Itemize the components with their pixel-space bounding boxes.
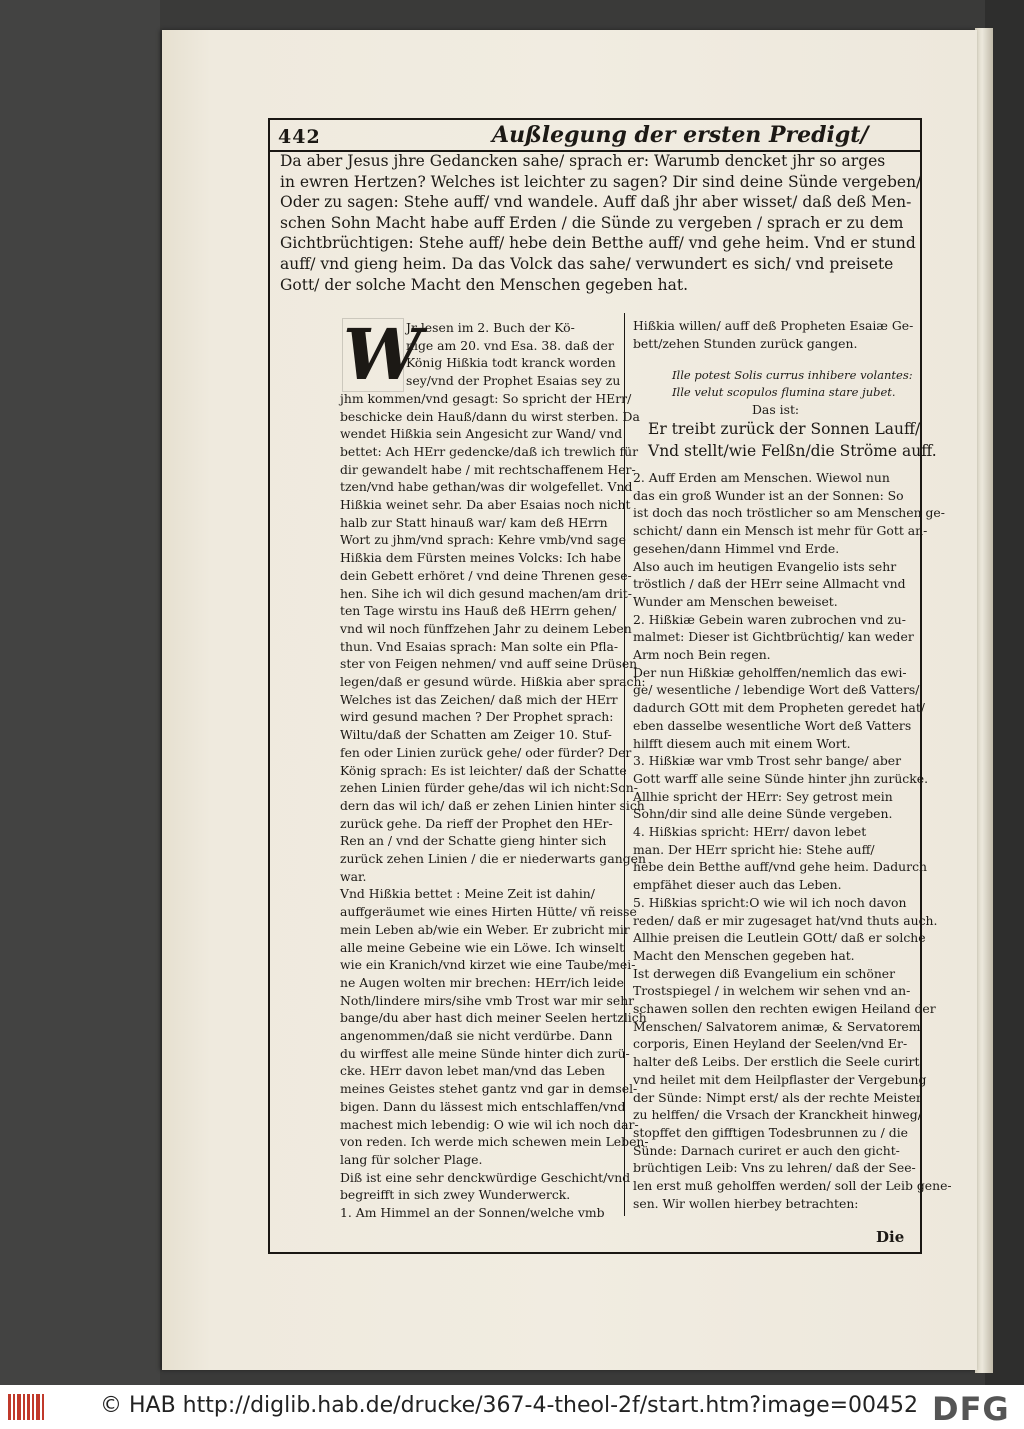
latin-verse-line: Ille potest Solis currus inhibere volantes: xyxy=(672,368,913,382)
left-column-line: bange/du aber hast dich meiner Seelen hertzlich xyxy=(340,1010,647,1026)
right-column-line: zu helffen/ die Vrsach der Kranckheit hinweg/ xyxy=(633,1107,922,1123)
right-column-line: Ist derwegen diß Evangelium ein schöner xyxy=(633,965,896,981)
source-link[interactable]: © HAB http://diglib.hab.de/drucke/367-4-theol-2f/start.htm?image=00452 xyxy=(100,1393,919,1418)
right-column-line: corporis, Einen Heyland der Seelen/vnd Er- xyxy=(633,1036,908,1052)
latin-verse-line: Ille velut scopulos flumina stare jubet. xyxy=(672,385,896,399)
right-column-line: reden/ daß er mir zugesaget hat/vnd thuts auch. xyxy=(633,912,938,928)
right-column-line: bett/zehen Stunden zurück gangen. xyxy=(633,336,858,351)
page-number: 442 xyxy=(278,126,321,148)
left-column-line: Welches ist das Zeichen/ daß mich der HErr xyxy=(340,691,618,707)
left-column-line: halb zur Statt hinauß war/ kam deß HErrn xyxy=(340,514,608,530)
intro-line: auff/ vnd gieng heim. Da das Volck das sahe/ verwundert es sich/ vnd preisete xyxy=(280,255,894,273)
left-column-line: Wiltu/daß der Schatten am Zeiger 10. Stuf- xyxy=(340,727,612,743)
left-column-line: machest mich lebendig: O wie wil ich noch dar- xyxy=(340,1116,639,1132)
intro-line: schen Sohn Macht habe auff Erden / die Sünde zu vergeben / sprach er zu dem xyxy=(280,213,904,232)
left-column-line: fen oder Linien zurück gehe/ oder fürder? Der xyxy=(340,744,632,760)
intro-line: Da aber Jesus jhre Gedancken sahe/ sprach er: Warumb dencket jhr so arges xyxy=(280,152,886,170)
right-column-line: das ein groß Wunder ist an der Sonnen: So xyxy=(633,487,904,503)
left-column-line: angenommen/daß sie nicht verdürbe. Dann xyxy=(340,1028,613,1043)
left-column-line: König sprach: Es ist leichter/ daß der Schatte xyxy=(340,762,627,778)
right-column-line: Der nun Hißkiæ geholffen/nemlich das ewi- xyxy=(633,664,907,680)
right-column-line: Trostspiegel / in welchem wir sehen vnd an- xyxy=(633,983,911,999)
right-column-line: Also auch im heutigen Evangelio ists sehr xyxy=(633,558,897,574)
right-column-line: 2. Auff Erden am Menschen. Wiewol nun xyxy=(633,470,890,485)
right-column-line: halter deß Leibs. Der erstlich die Seele curirt xyxy=(633,1054,920,1070)
left-column-line: wendet Hißkia sein Angesicht zur Wand/ vnd xyxy=(340,426,623,442)
left-column-line: 1. Am Himmel an der Sonnen/welche vmb xyxy=(340,1205,605,1220)
intro-line: in ewren Hertzen? Welches ist leichter zu sagen? Dir sind deine Sünde vergeben/ xyxy=(280,172,922,191)
left-column-line: nige am 20. vnd Esa. 38. daß der xyxy=(406,337,614,353)
left-column-line: bigen. Dann du lässest mich entschlaffen/vnd xyxy=(340,1098,626,1114)
right-column-line: 3. Hißkiæ war vmb Trost sehr bange/ aber xyxy=(633,753,902,769)
left-column-line: mein Leben ab/wie ein Weber. Er zubricht mir xyxy=(340,921,630,937)
right-column-line: ist doch das noch tröstlicher so am Menschen ge- xyxy=(633,505,945,521)
right-column-line: 4. Hißkias spricht: HErr/ davon lebet xyxy=(633,824,867,839)
left-column-line: thun. Vnd Esaias sprach: Man solte ein Pfla- xyxy=(340,638,619,654)
right-column-line: dadurch GOtt mit dem Propheten geredet hat/ xyxy=(633,700,925,716)
right-column-line: Macht den Menschen gegeben hat. xyxy=(633,947,855,963)
right-column-line: Menschen/ Salvatorem animæ, & Servatorem xyxy=(633,1018,921,1034)
right-column-line: len erst muß geholffen werden/ soll der Leib gene- xyxy=(633,1178,952,1193)
left-column-line: Hißkia dem Fürsten meines Volcks: Ich habe xyxy=(340,550,622,566)
dropcap-initial: W xyxy=(343,313,422,396)
left-column-line: bettet: Ach HErr gedencke/daß ich trewlich für xyxy=(340,443,639,459)
left-column-line: ne Augen wolten mir brechen: HErr/ich leide xyxy=(340,974,624,990)
right-column-line: Sünde: Darnach curiret er auch den gicht- xyxy=(633,1142,900,1158)
left-column-line: sey/vnd der Prophet Esaias sey zu xyxy=(406,373,621,389)
right-column-line: empfähet dieser auch das Leben. xyxy=(633,877,842,893)
right-column-line: schawen sollen den rechten ewigen Heiland der xyxy=(633,1001,936,1016)
next-page-edge xyxy=(975,28,993,1373)
left-column-line: zurück gehe. Da rieff der Prophet den HEr- xyxy=(340,815,613,831)
left-column-line: tzen/vnd habe gethan/was dir wolgefellet. Vnd xyxy=(340,479,633,495)
right-column-line: brüchtigen Leib: Vns zu lehren/ daß der See- xyxy=(633,1160,916,1176)
right-column-line: sen. Wir wollen hierbey betrachten: xyxy=(633,1195,859,1211)
right-column-line: der Sünde: Nimpt erst/ als der rechte Meister xyxy=(633,1089,922,1105)
left-column-line: Vnd Hißkia bettet : Meine Zeit ist dahin/ xyxy=(340,886,595,902)
left-column-line: dein Gebett erhöret / vnd deine Threnen gese- xyxy=(340,567,632,583)
right-column-line: gesehen/dann Himmel vnd Erde. xyxy=(633,540,840,556)
left-column-line: Ren an / vnd der Schatte gieng hinter sich xyxy=(340,833,607,849)
left-column-line: jhm kommen/vnd gesagt: So spricht der HErr/ xyxy=(340,390,632,406)
running-title: Außlegung der ersten Predigt/ xyxy=(492,122,869,148)
left-column-line: auffgeräumet wie eines Hirten Hütte/ vñ reisse xyxy=(340,904,637,920)
left-column-line: meines Geistes stehet gantz vnd gar in demsel- xyxy=(340,1081,638,1097)
right-column-line: Gott warff alle seine Sünde hinter jhn zurücke. xyxy=(633,770,929,786)
left-column-line: dern das wil ich/ daß er zehen Linien hinter sich xyxy=(340,797,645,813)
das-ist-label: Das ist: xyxy=(752,402,800,417)
right-column-line: 5. Hißkias spricht:O wie wil ich noch davon xyxy=(633,894,907,910)
left-column-line: wie ein Kranich/vnd kirzet wie eine Taube/mei- xyxy=(340,957,636,973)
intro-line: Gott/ der solche Macht den Menschen gegeben hat. xyxy=(280,275,688,294)
dfg-logo: DFG xyxy=(932,1390,1010,1428)
intro-line: Oder zu sagen: Stehe auff/ vnd wandele. Auff daß jhr aber wisset/ daß deß Men- xyxy=(280,193,912,212)
left-column-line: dir gewandelt habe / mit rechtschaffenem Her- xyxy=(340,461,636,477)
left-column-line: König Hißkia todt kranck worden xyxy=(406,355,616,371)
intro-line: Gichtbrüchtigen: Stehe auff/ hebe dein Betthe auff/ vnd gehe heim. Vnd er stund xyxy=(280,234,916,253)
left-column-line: lang für solcher Plage. xyxy=(340,1151,483,1167)
left-column-line: legen/daß er gesund würde. Hißkia aber sprach: xyxy=(340,674,646,689)
right-column-line: Wunder am Menschen beweiset. xyxy=(633,593,838,609)
left-column-line: Hißkia weinet sehr. Da aber Esaias noch nicht xyxy=(340,497,631,512)
barcode-icon xyxy=(8,1392,48,1422)
right-column-line: Sohn/dir sind alle deine Sünde vergeben. xyxy=(633,806,893,822)
right-column-line: stopffet den gifftigen Todesbrunnen zu / die xyxy=(633,1124,909,1140)
right-column-line: hilfft diesem auch mit einem Wort. xyxy=(633,735,851,751)
left-column-line: hen. Sihe ich wil dich gesund machen/am drit- xyxy=(340,585,632,601)
left-column-line: zehen Linien fürder gehe/das wil ich nicht:Son- xyxy=(340,780,638,796)
right-column-line: vnd heilet mit dem Heilpflaster der Vergebung xyxy=(633,1071,927,1087)
left-column-line: ten Tage wirstu ins Hauß deß HErrn gehen/ xyxy=(340,603,617,619)
right-column-line: Arm noch Bein regen. xyxy=(633,647,771,662)
german-verse-line: Er treibt zurück der Sonnen Lauff/ xyxy=(648,420,921,438)
left-column-line: Noth/lindere mirs/sihe vmb Trost war mir sehr xyxy=(340,992,635,1008)
left-column-line: cke. HErr davon lebet man/vnd das Leben xyxy=(340,1063,606,1079)
right-column-line: ge/ wesentliche / lebendige Wort deß Vatters/ xyxy=(633,682,920,698)
left-column-line: von reden. Ich werde mich schewen mein Leben- xyxy=(340,1134,649,1150)
left-column-line: beschicke dein Hauß/dann du wirst sterben. Da xyxy=(340,408,640,424)
left-column-line: begreifft in sich zwey Wunderwerck. xyxy=(340,1187,571,1203)
right-column-line: eben dasselbe wesentliche Wort deß Vatters xyxy=(633,717,912,733)
right-column-line: malmet: Dieser ist Gichtbrüchtig/ kan weder xyxy=(633,629,914,645)
left-column-line: Diß ist eine sehr denckwürdige Geschicht/vnd xyxy=(340,1169,631,1185)
right-column-line: schicht/ dann ein Mensch ist mehr für Gott an- xyxy=(633,523,928,539)
left-column-line: wird gesund machen ? Der Prophet sprach: xyxy=(340,709,614,725)
right-column-line: 2. Hißkiæ Gebein waren zubrochen vnd zu- xyxy=(633,611,906,627)
catchword: Die xyxy=(876,1228,905,1246)
right-column-line: man. Der HErr spricht hie: Stehe auff/ xyxy=(633,841,875,857)
right-column-line: hebe dein Betthe auff/vnd gehe heim. Dadurch xyxy=(633,859,927,875)
left-column-line: Wort zu jhm/vnd sprach: Kehre vmb/vnd sage xyxy=(340,532,627,548)
right-column-line: Allhie spricht der HErr: Sey getrost mein xyxy=(633,788,893,804)
left-column-line: du wirffest alle meine Sünde hinter dich zurü- xyxy=(340,1045,630,1061)
right-column-line: tröstlich / daß der HErr seine Allmacht vnd xyxy=(633,576,906,592)
left-column-line: war. xyxy=(340,868,367,884)
left-column-line: vnd wil noch fünffzehen Jahr zu deinem Leben xyxy=(340,620,632,636)
background-left xyxy=(0,0,160,1385)
german-verse-line: Vnd stellt/wie Felßn/die Ströme auff. xyxy=(648,442,937,460)
right-column-line: Allhie preisen die Leutlein GOtt/ daß er solche xyxy=(633,930,926,946)
left-column-line: Jr lesen im 2. Buch der Kö- xyxy=(406,320,575,335)
left-column-line: alle meine Gebeine wie ein Löwe. Ich winselt xyxy=(340,939,625,955)
right-column-line: Hißkia willen/ auff deß Propheten Esaiæ Ge- xyxy=(633,318,914,333)
left-column-line: zurück zehen Linien / die er niederwarts gangen xyxy=(340,851,646,866)
left-column-line: ster von Feigen nehmen/ vnd auff seine Drüsen xyxy=(340,656,638,672)
